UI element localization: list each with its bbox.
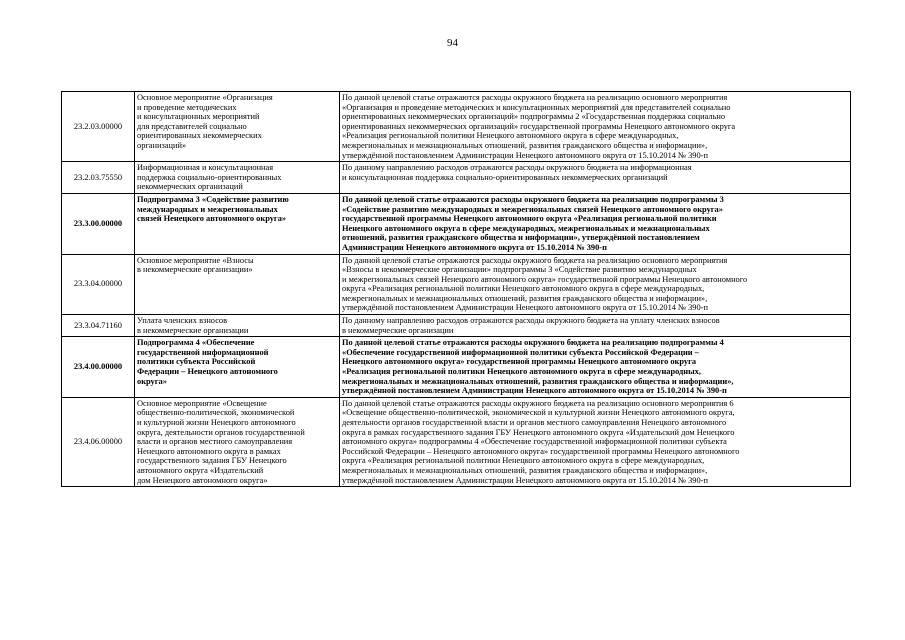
description-line: автономного округа» подпрограммы 4 «Обеспечение государственной информационной политики субъекта — [342, 437, 727, 447]
name-line: для представителей социально — [137, 121, 247, 131]
page-number: 94 — [447, 37, 458, 49]
target-article-name — [135, 397, 340, 486]
description-line: «Реализация региональной политики Ненецкого автономного округа в сфере международных, — [342, 131, 679, 141]
table-row — [62, 315, 851, 337]
name-line: Подпрограмма 3 «Содействие развитию — [137, 194, 289, 204]
description-line: «Реализация региональной политики Ненецкого автономного округа в сфере международных, — [342, 367, 701, 377]
target-article-description — [340, 397, 851, 486]
name-line: округа» — [137, 376, 167, 386]
name-line: Информационная и консультационная — [137, 163, 274, 173]
description-line: «Обеспечение государственной информационной политики субъекта Российской Федерации – — [342, 347, 699, 357]
name-line: международных и межрегиональных — [137, 204, 278, 214]
target-article-description — [340, 162, 851, 194]
name-line: в некоммерческие организации» — [137, 265, 253, 275]
description-line: По данной целевой статье отражаются расходы окружного бюджета на реализацию основного мероприятия — [342, 93, 728, 102]
description-line: утверждённой постановлением Администрации Ненецкого автономного округа от 15.10.2014 № 390-п — [342, 386, 727, 396]
description-line: и межрегиональных связей Ненецкого автономного округа» государственной программы Ненецкого автономного — [342, 274, 748, 284]
target-article-code: 23.3.04.71160 — [62, 315, 135, 337]
name-line: дом Ненецкого автономного округа» — [137, 475, 268, 485]
target-article-description — [340, 337, 851, 398]
table-row — [62, 162, 851, 194]
description-line: По данному направлению расходов отражаются расходы окружного бюджета на информационная — [342, 163, 692, 173]
description-line: округа «Реализация региональной политики Ненецкого автономного округа в сфере международных, — [342, 456, 705, 466]
description-line: По данной целевой статье отражаются расходы окружного бюджета на реализацию подпрограммы 3 — [342, 194, 724, 204]
table-row — [62, 92, 851, 162]
description-line: Администрации Ненецкого автономного округа от 15.10.2014 № 390-п — [342, 242, 607, 252]
name-line: Основное мероприятие «Освещение — [137, 398, 267, 408]
target-article-name — [135, 315, 340, 337]
description-line: утверждённой постановлением Администрации Ненецкого автономного округа от 15.10.2014 № 390-п — [342, 150, 708, 160]
description-line: Российской Федерации – Ненецкого автономного округа» государственной программы Ненецкого автономного — [342, 446, 740, 456]
table-body — [62, 92, 851, 487]
description-line: утверждённой постановлением Администрации Ненецкого автономного округа от 15.10.2014 № 390-п — [342, 475, 708, 485]
description-line: утверждённой постановлением Администрации Ненецкого автономного округа от 15.10.2014 № 390-п — [342, 303, 708, 313]
name-line: общественно-политической, экономической — [137, 408, 295, 418]
target-article-code: 23.4.06.00000 — [62, 397, 135, 486]
description-line: округа «Реализация региональной политики Ненецкого автономного округа в сфере международных, — [342, 284, 705, 294]
description-line: в некоммерческие организации — [342, 325, 454, 335]
table-row — [62, 193, 851, 254]
description-line: По данной целевой статье отражаются расходы окружного бюджета на реализацию основного мероприятия — [342, 255, 728, 265]
target-article-name — [135, 254, 340, 315]
target-article-code: 23.3.04.00000 — [62, 254, 135, 315]
description-line: ориентированных некоммерческих организаций» государственной программы Ненецкого автономного округа — [342, 121, 736, 131]
name-line: государственного задания ГБУ Ненецкого — [137, 456, 287, 466]
target-article-name — [135, 337, 340, 398]
target-article-description — [340, 254, 851, 315]
target-article-description — [340, 315, 851, 337]
name-line: и проведение методических — [137, 102, 237, 112]
name-line: и культурной жизни Ненецкого автономного — [137, 418, 296, 427]
target-article-description — [340, 92, 851, 162]
description-line: межрегиональных и межнациональных отношений, развития гражданского общества и информации», — [342, 140, 708, 150]
description-line: межрегиональных и межнациональных отношений, развития гражданского общества и информации», — [342, 293, 708, 303]
target-article-description — [340, 193, 851, 254]
description-line: и консультационная поддержка социально-ориентированных некоммерческих организаций — [342, 172, 668, 182]
name-line: государственной информационной — [137, 347, 269, 357]
table-row — [62, 397, 851, 486]
name-line: и консультационных мероприятий — [137, 112, 260, 122]
description-line: «Содействие развитию международных и межрегиональных связей Ненецкого автономного округа» — [342, 204, 723, 214]
name-line: поддержка социально-ориентированных — [137, 172, 282, 182]
name-line: некоммерческих организаций — [137, 182, 243, 192]
description-line: межрегиональных и межнациональных отношений, развития гражданского общества и информации», — [342, 376, 734, 386]
target-article-name — [135, 193, 340, 254]
name-line: ориентированных некоммерческих — [137, 131, 262, 141]
name-line: организаций» — [137, 140, 187, 150]
name-line: власти и органов местного самоуправления — [137, 437, 293, 447]
description-line: государственной программы Ненецкого автономного округа «Реализация региональной политики — [342, 214, 717, 224]
target-article-code: 23.2.03.00000 — [62, 92, 135, 162]
budget-classification-table — [61, 91, 851, 487]
description-line: межрегиональных и межнациональных отношений, развития гражданского общества и информации», — [342, 465, 708, 475]
name-line: связей Ненецкого автономного округа» — [137, 214, 287, 224]
name-line: округа, деятельности органов государственной — [137, 427, 305, 437]
description-line: отношений, развития гражданского общества и информации», утверждённой постановлением — [342, 233, 700, 243]
target-article-code: 23.2.03.75550 — [62, 162, 135, 194]
target-article-name — [135, 162, 340, 194]
name-line: Ненецкого автономного округа в рамках — [137, 446, 281, 456]
description-line: Ненецкого автономного округа в сфере международных, межрегиональных и межнациональных — [342, 223, 710, 233]
name-line: Федерации – Ненецкого автономного — [137, 367, 278, 377]
description-line: По данной целевой статье отражаются расходы окружного бюджета на реализацию основного мероприятия 6 — [342, 398, 734, 408]
description-line: «Организация и проведение методических и консультационных мероприятий для представителей социально — [342, 102, 731, 112]
target-article-code: 23.4.00.00000 — [62, 337, 135, 398]
name-line: автономного округа «Издательский — [137, 465, 264, 475]
name-line: политики субъекта Российской — [137, 357, 256, 367]
description-line: «Взносы в некоммерческие организации» подпрограммы 3 «Содействие развитию международных — [342, 265, 697, 275]
name-line: в некоммерческие организации — [137, 325, 249, 335]
description-line: деятельности органов государственной власти и органов местного самоуправления Ненецкого автономного — [342, 418, 727, 427]
description-line: По данному направлению расходов отражаются расходы окружного бюджета на уплату членских взносов — [342, 316, 720, 326]
name-line: Основное мероприятие «Организация — [137, 93, 273, 102]
table-row — [62, 337, 851, 398]
description-line: По данной целевой статье отражаются расходы окружного бюджета на реализацию подпрограммы 4 — [342, 338, 724, 348]
description-line: «Освещение общественно-политической, экономической и культурной жизни Ненецкого автономного округа, — [342, 408, 735, 418]
name-line: Подпрограмма 4 «Обеспечение — [137, 338, 255, 348]
name-line: Основное мероприятие «Взносы — [137, 255, 254, 265]
target-article-name — [135, 92, 340, 162]
name-line: Уплата членских взносов — [137, 316, 228, 326]
target-article-code: 23.3.00.00000 — [62, 193, 135, 254]
description-line: округа в рамках государственного задания ГБУ Ненецкого автономного округа «Издательский дом Ненецкого — [342, 427, 735, 437]
description-line: ориентированных некоммерческих организаций» подпрограммы 2 «Государственная поддержка социально — [342, 112, 726, 122]
description-line: Ненецкого автономного округа» государственной программы Ненецкого автономного округа — [342, 357, 697, 367]
table-row — [62, 254, 851, 315]
